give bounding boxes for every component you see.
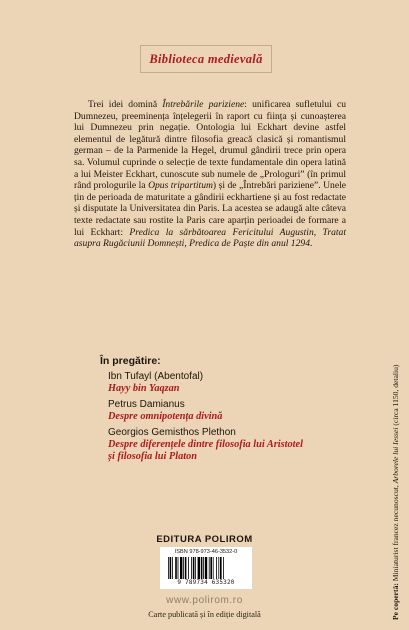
list-item xyxy=(108,371,358,395)
prep-title-continued: și filosofia lui Platon xyxy=(108,451,197,462)
cover-credit-label: Pe copertă: xyxy=(391,583,400,620)
in-preparation-heading: În pregătire: xyxy=(100,355,161,367)
description-italic: Întrebările pariziene xyxy=(162,99,245,110)
list-item xyxy=(108,427,358,463)
description-text: ) și de „Întrebări pariziene”. Unele țin de perioada de maturitate a gândirii eckhartiene și au fost redactate și disputate la Universitatea din Paris. La acestea se adaugă alte câteva texte redactate sau rostite la Paris care aparțin perioadei de formare a lui Eckhart: xyxy=(74,180,346,238)
prep-title: Hayy bin Yaqzan xyxy=(108,383,180,394)
prep-author: Georgios Gemisthos Plethon xyxy=(108,427,236,438)
barcode-box xyxy=(160,547,252,589)
cover-credit-date: (circa 1150, detaliu) xyxy=(391,364,400,428)
in-preparation-list xyxy=(108,371,358,467)
description-italic: Predica la sărbătoarea Fericitului Augustin, Tratat asupra Rugăciunii Domnești, Predica de Paște din anul 1294 xyxy=(74,226,346,250)
list-item xyxy=(108,399,358,423)
prep-title: Despre omnipotența divină xyxy=(108,411,223,422)
description-text: : unificarea sufletului cu Dumnezeu, preeminența înțelegerii în raport cu ființa și cunoașterea lui Dumnezeu prin negație. Ontologia lui Eckhart devine astfel elementul de legătură dintre filosofia greacă clasică și romantismul german – de la Parmenide la Hegel, drumul gândirii trece prin opera sa. Volumul cuprinde o selecție de texte fundamentale din opera latină a lui Meister Eckhart, cunoscute sub numele de „Prologuri” (în primul rând prologurile la xyxy=(74,99,346,192)
publisher-website: www.polirom.ro xyxy=(166,595,243,606)
publisher-name: EDITURA POLIROM xyxy=(156,534,253,545)
description-text: Trei idei domină xyxy=(88,99,163,110)
cover-credit-work: Arborele lui Iessei xyxy=(391,427,400,484)
prep-author: Petrus Damianus xyxy=(108,399,185,410)
description-italic: Opus tripartitum xyxy=(148,180,213,192)
isbn-text: ISBN 978-973-46-3532-0 xyxy=(174,549,238,555)
cover-credit xyxy=(391,260,400,620)
series-title: Biblioteca medievală xyxy=(149,51,263,66)
prep-title: Despre diferențele dintre filosofia lui Aristotel xyxy=(108,439,303,450)
series-banner xyxy=(140,45,272,73)
barcode-number: 9 789734 635320 xyxy=(177,579,235,586)
cover-credit-text: Miniaturist francez necunoscut, xyxy=(391,483,400,584)
digital-edition-note: Carte publicată și în ediție digitală xyxy=(148,610,261,619)
prep-author: Ibn Tufayl (Abentofal) xyxy=(108,371,204,382)
barcode-icon xyxy=(166,557,246,579)
description-text: . xyxy=(310,238,313,250)
book-description xyxy=(74,99,346,250)
